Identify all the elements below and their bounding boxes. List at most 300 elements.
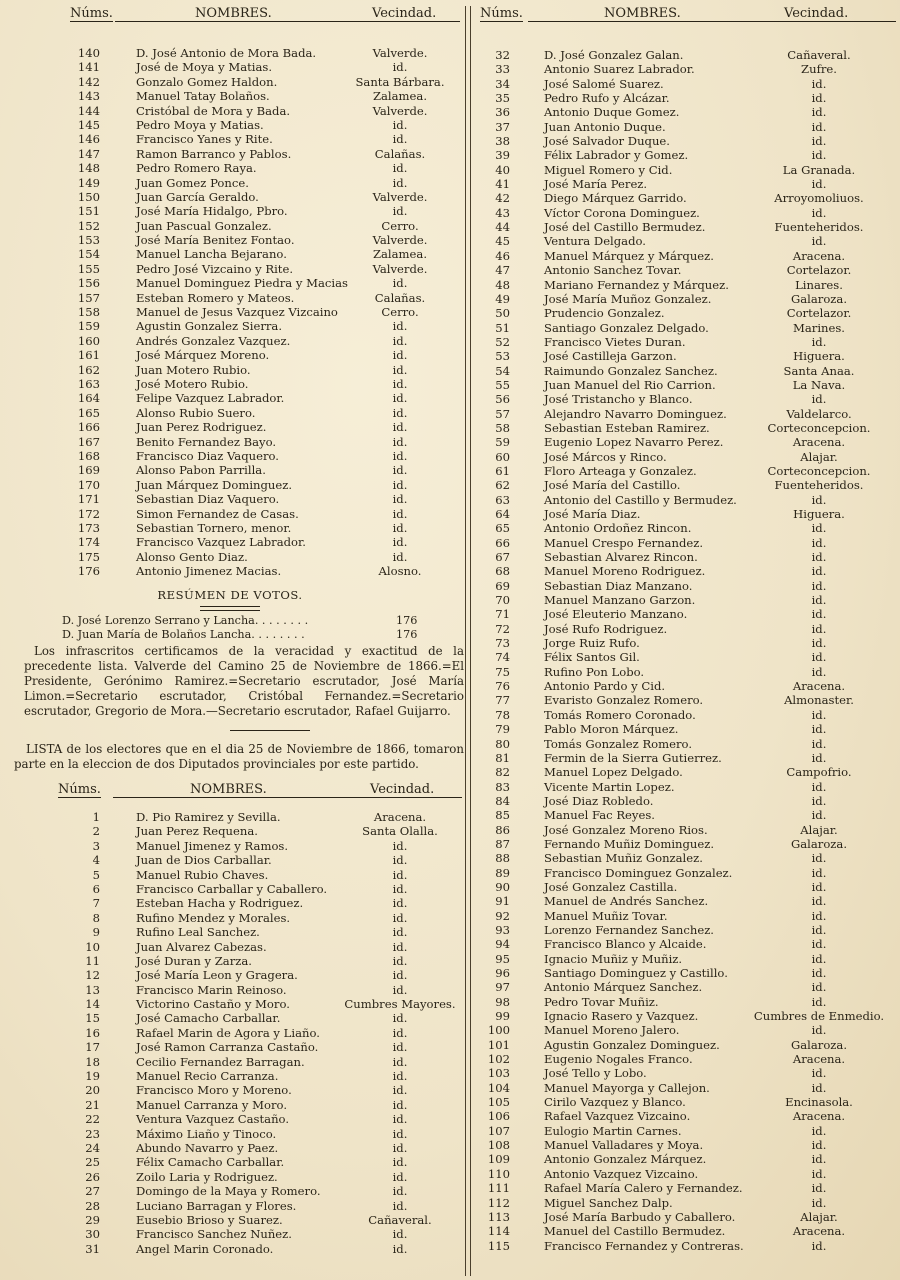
elector-name: Ramon Barranco y Pablos. bbox=[136, 146, 292, 161]
vecindad: id. bbox=[392, 910, 408, 925]
row-number: 112 bbox=[487, 1195, 510, 1210]
row-number: 94 bbox=[495, 937, 510, 952]
row-number: 3 bbox=[92, 838, 100, 853]
elector-name: Rufino Pon Lobo. bbox=[544, 664, 645, 679]
elector-name: Abundo Navarro y Paez. bbox=[136, 1140, 279, 1155]
elector-name: Francisco Dominguez Gonzalez. bbox=[544, 865, 733, 880]
elector-name: Antonio Sanchez Tovar. bbox=[544, 263, 682, 278]
row-number: 106 bbox=[487, 1109, 510, 1124]
elector-name: Pedro Romero Raya. bbox=[136, 161, 257, 176]
row-number: 171 bbox=[77, 492, 100, 507]
elector-name: Lorenzo Fernandez Sanchez. bbox=[544, 922, 714, 937]
elector-name: Manuel Lopez Delgado. bbox=[544, 765, 683, 780]
vecindad: id. bbox=[811, 879, 827, 894]
elector-name: Ignacio Muñiz y Muñiz. bbox=[544, 951, 683, 966]
row-number: 78 bbox=[495, 707, 510, 722]
elector-name: Cirilo Vazquez y Blanco. bbox=[544, 1095, 686, 1110]
row-number: 65 bbox=[495, 521, 510, 536]
vecindad: Aracena. bbox=[792, 1109, 846, 1124]
row-number: 70 bbox=[495, 593, 510, 608]
row-number: 56 bbox=[495, 392, 510, 407]
vecindad: Arroyomoliuos. bbox=[774, 191, 864, 206]
row-number: 170 bbox=[77, 477, 100, 492]
vecindad: id. bbox=[811, 851, 827, 866]
elector-name: Alonso Pabon Parrilla. bbox=[136, 463, 266, 478]
elector-name: Manuel Crespo Fernandez. bbox=[544, 535, 704, 550]
row-number: 147 bbox=[77, 146, 100, 161]
elector-name: Manuel Moreno Jalero. bbox=[544, 1023, 680, 1038]
elector-name: Mariano Fernandez y Márquez. bbox=[544, 277, 729, 292]
vecindad: id. bbox=[392, 1040, 408, 1055]
row-number: 101 bbox=[487, 1037, 510, 1052]
elector-name: Pedro Tovar Muñiz. bbox=[544, 994, 659, 1009]
row-number: 153 bbox=[77, 233, 100, 248]
elector-name: Zoilo Laria y Rodriguez. bbox=[136, 1169, 278, 1184]
row-number: 9 bbox=[92, 925, 100, 940]
row-number: 15 bbox=[85, 1011, 100, 1026]
vecindad: id. bbox=[811, 105, 827, 120]
header-vecindad: Vecindad. bbox=[784, 6, 849, 21]
row-number: 115 bbox=[487, 1238, 510, 1253]
vecindad: Aracena. bbox=[792, 1052, 846, 1067]
header-names: NOMBRES. bbox=[195, 6, 272, 21]
vecindad: Calañas. bbox=[374, 146, 426, 161]
row-number: 63 bbox=[495, 492, 510, 507]
row-number: 53 bbox=[495, 349, 510, 364]
vecindad: id. bbox=[811, 1080, 827, 1095]
vecindad: id. bbox=[811, 76, 827, 91]
row-number: 165 bbox=[77, 405, 100, 420]
row-number: 161 bbox=[77, 348, 100, 363]
elector-name: Evaristo Gonzalez Romero. bbox=[544, 693, 704, 708]
vecindad: id. bbox=[811, 1123, 827, 1138]
row-number: 144 bbox=[77, 103, 100, 118]
elector-name: José María Muñoz Gonzalez. bbox=[544, 291, 712, 306]
vecindad: id. bbox=[811, 148, 827, 163]
vecindad: Valverde. bbox=[372, 261, 428, 276]
elector-name: Manuel Moreno Rodriguez. bbox=[544, 564, 706, 579]
vecindad: id. bbox=[811, 994, 827, 1009]
elector-name: Domingo de la Maya y Romero. bbox=[136, 1184, 321, 1199]
elector-name: José María Perez. bbox=[544, 177, 648, 192]
vecindad: id. bbox=[811, 865, 827, 880]
row-number: 26 bbox=[85, 1169, 100, 1184]
row-number: 50 bbox=[495, 306, 510, 321]
vecindad: id. bbox=[392, 161, 408, 176]
row-number: 14 bbox=[85, 997, 100, 1012]
row-number: 4 bbox=[92, 853, 100, 868]
row-number: 46 bbox=[495, 248, 510, 263]
row-number: 92 bbox=[495, 908, 510, 923]
vecindad: id. bbox=[392, 1083, 408, 1098]
vecindad: id. bbox=[811, 119, 827, 134]
elector-name: D. Pio Ramirez y Sevilla. bbox=[136, 810, 281, 824]
lista-intro: LISTA de los electores que en el dia 25 de Noviembre de 1866, tomaron parte en la eleccion de dos Diputados provinciales por este partido. bbox=[14, 742, 464, 771]
vecindad: id. bbox=[811, 1152, 827, 1167]
vecindad: id. bbox=[392, 1140, 408, 1155]
elector-name: Manuel Rubio Chaves. bbox=[136, 867, 269, 882]
row-number: 149 bbox=[77, 175, 100, 190]
vecindad: Cortelazor. bbox=[786, 306, 852, 321]
header-rule bbox=[115, 21, 460, 22]
vecindad: id. bbox=[392, 1241, 408, 1256]
vecindad: id. bbox=[811, 1138, 827, 1153]
row-number: 102 bbox=[487, 1052, 510, 1067]
header-num: Núms. bbox=[58, 782, 101, 797]
row-number: 96 bbox=[495, 966, 510, 980]
vecindad: id. bbox=[392, 867, 408, 882]
header-rule bbox=[113, 797, 462, 798]
vecindad: id. bbox=[811, 535, 827, 550]
elector-name: Gonzalo Gomez Haldon. bbox=[136, 74, 278, 89]
vecindad: id. bbox=[392, 276, 408, 291]
vecindad: id. bbox=[392, 1011, 408, 1026]
row-number: 45 bbox=[495, 234, 510, 249]
elector-name: Félix Labrador y Gomez. bbox=[544, 148, 689, 163]
row-number: 59 bbox=[495, 435, 510, 450]
elector-name: Antonio Suarez Labrador. bbox=[544, 62, 695, 77]
row-number: 148 bbox=[77, 161, 100, 176]
row-number: 111 bbox=[487, 1181, 510, 1196]
row-number: 55 bbox=[495, 377, 510, 392]
row-number: 85 bbox=[495, 808, 510, 823]
elector-name: José Salvador Duque. bbox=[544, 134, 670, 149]
row-number: 103 bbox=[487, 1066, 510, 1081]
vecindad: Valverde. bbox=[372, 233, 428, 248]
vecindad: Santa Anaa. bbox=[783, 363, 855, 378]
elector-name: Cecilio Fernandez Barragan. bbox=[136, 1054, 305, 1069]
vecindad: id. bbox=[811, 607, 827, 622]
elector-name: José Márquez Moreno. bbox=[136, 348, 270, 363]
vecindad: id. bbox=[811, 1181, 827, 1196]
row-number: 154 bbox=[77, 247, 100, 262]
vecindad: id. bbox=[392, 968, 408, 983]
elector-name: Manuel de Jesus Vazquez Vizcaino bbox=[136, 305, 338, 320]
vecindad: id. bbox=[392, 117, 408, 132]
vecindad: id. bbox=[392, 463, 408, 478]
row-number: 97 bbox=[495, 980, 510, 995]
elector-name: Miguel Sanchez Dalp. bbox=[544, 1195, 673, 1210]
elector-name: Pablo Moron Márquez. bbox=[544, 722, 679, 737]
elector-name: Alonso Rubio Suero. bbox=[136, 405, 256, 420]
row-number: 37 bbox=[495, 119, 510, 134]
vecindad: Zalamea. bbox=[372, 89, 428, 104]
row-number: 66 bbox=[495, 535, 510, 550]
elector-name: José de Moya y Matias. bbox=[136, 60, 273, 75]
vecindad: id. bbox=[811, 922, 827, 937]
elector-name: Máximo Liaño y Tinoco. bbox=[136, 1126, 277, 1141]
vecindad: id. bbox=[392, 1198, 408, 1213]
vecindad: id. bbox=[392, 376, 408, 391]
vecindad: id. bbox=[392, 1054, 408, 1069]
elector-name: Félix Santos Gil. bbox=[544, 650, 640, 665]
elector-name: Manuel Lancha Bejarano. bbox=[136, 247, 287, 262]
row-number: 58 bbox=[495, 420, 510, 435]
row-number: 141 bbox=[77, 60, 100, 75]
vecindad: id. bbox=[811, 1023, 827, 1038]
row-number: 34 bbox=[495, 76, 510, 91]
right-column bbox=[476, 0, 896, 1253]
vecindad: id. bbox=[392, 60, 408, 75]
row-number: 156 bbox=[77, 276, 100, 291]
elector-name: Rafael Marin de Agora y Liaño. bbox=[136, 1025, 320, 1040]
elector-name: Agustin Gonzalez Sierra. bbox=[136, 319, 283, 334]
vecindad: id. bbox=[811, 779, 827, 794]
row-number: 39 bbox=[495, 148, 510, 163]
vecindad: id. bbox=[392, 1155, 408, 1170]
elector-name: Felipe Vazquez Labrador. bbox=[136, 391, 285, 406]
elector-name: Prudencio Gonzalez. bbox=[544, 306, 665, 321]
vecindad: Aracena. bbox=[792, 1224, 846, 1239]
vecindad: id. bbox=[392, 391, 408, 406]
row-number: 75 bbox=[495, 664, 510, 679]
elector-name: Manuel Dominguez Piedra y Macias bbox=[136, 276, 348, 291]
row-number: 175 bbox=[77, 549, 100, 564]
elector-name: Raimundo Gonzalez Sanchez. bbox=[544, 363, 718, 378]
elector-name: Eugenio Nogales Franco. bbox=[544, 1052, 693, 1067]
elector-name: Cristóbal de Mora y Bada. bbox=[136, 103, 291, 118]
row-number: 57 bbox=[495, 406, 510, 421]
elector-name: Luciano Barragan y Flores. bbox=[136, 1198, 297, 1213]
vecindad: id. bbox=[811, 205, 827, 220]
header-rule bbox=[528, 21, 896, 22]
elector-name: Manuel Carranza y Moro. bbox=[136, 1097, 288, 1112]
vecindad: id. bbox=[392, 896, 408, 911]
vecindad: id. bbox=[392, 535, 408, 550]
header-names: NOMBRES. bbox=[604, 6, 681, 21]
row-number: 13 bbox=[85, 982, 100, 997]
row-number: 35 bbox=[495, 91, 510, 106]
elector-name: Manuel Fac Reyes. bbox=[544, 808, 655, 823]
elector-name: Alonso Gento Diaz. bbox=[136, 549, 248, 564]
row-number: 90 bbox=[495, 879, 510, 894]
row-number: 19 bbox=[85, 1069, 100, 1084]
header-vecindad: Vecindad. bbox=[372, 6, 437, 21]
elector-name: Benito Fernandez Bayo. bbox=[136, 434, 277, 449]
vote-row bbox=[62, 628, 418, 642]
elector-name: Rufino Mendez y Morales. bbox=[136, 910, 291, 925]
vecindad: id. bbox=[392, 204, 408, 219]
elector-name: Manuel del Castillo Bermudez. bbox=[544, 1224, 726, 1239]
vecindad: id. bbox=[811, 966, 827, 980]
row-number: 74 bbox=[495, 650, 510, 665]
row-number: 80 bbox=[495, 736, 510, 751]
vecindad: id. bbox=[811, 492, 827, 507]
elector-name: Esteban Hacha y Rodriguez. bbox=[136, 896, 304, 911]
vecindad: id. bbox=[811, 621, 827, 636]
vecindad: id. bbox=[392, 1184, 408, 1199]
vecindad: Encinasola. bbox=[785, 1095, 853, 1110]
row-number: 107 bbox=[487, 1123, 510, 1138]
elector-name: José María Hidalgo, Pbro. bbox=[136, 204, 288, 219]
vote-row bbox=[62, 614, 418, 628]
elector-name: José Gonzalez Castilla. bbox=[544, 879, 678, 894]
elector-name: Sebastian Diaz Manzano. bbox=[544, 578, 693, 593]
elector-name: Alejandro Navarro Dominguez. bbox=[544, 406, 727, 421]
row-number: 52 bbox=[495, 334, 510, 349]
vecindad: Cumbres Mayores. bbox=[344, 997, 456, 1012]
elector-name: Pedro José Vizcaino y Rite. bbox=[136, 261, 294, 276]
vecindad: Almonaster. bbox=[784, 693, 854, 708]
row-number: 87 bbox=[495, 836, 510, 851]
row-number: 60 bbox=[495, 449, 510, 464]
row-number: 108 bbox=[487, 1138, 510, 1153]
elector-name: Rufino Leal Sanchez. bbox=[136, 925, 260, 940]
vecindad: Galaroza. bbox=[790, 291, 848, 306]
row-number: 110 bbox=[487, 1166, 510, 1181]
row-number: 27 bbox=[85, 1184, 100, 1199]
elector-name: Antonio Ordoñez Rincon. bbox=[544, 521, 692, 536]
vecindad: Valverde. bbox=[372, 103, 428, 118]
row-number: 40 bbox=[495, 162, 510, 177]
row-number: 51 bbox=[495, 320, 510, 335]
row-number: 140 bbox=[77, 46, 100, 60]
row-number: 145 bbox=[77, 117, 100, 132]
elector-name: Victorino Castaño y Moro. bbox=[136, 997, 290, 1012]
elector-name: Antonio Pardo y Cid. bbox=[544, 679, 666, 694]
elector-name: Andrés Gonzalez Vazquez. bbox=[136, 333, 291, 348]
elector-name: Eulogio Martin Carnes. bbox=[544, 1123, 682, 1138]
elector-name: Manuel Jimenez y Ramos. bbox=[136, 838, 289, 853]
row-number: 88 bbox=[495, 851, 510, 866]
row-number: 95 bbox=[495, 951, 510, 966]
row-number: 38 bbox=[495, 134, 510, 149]
elector-name: Francisco Moro y Moreno. bbox=[136, 1083, 292, 1098]
vecindad: id. bbox=[811, 636, 827, 651]
vecindad: id. bbox=[811, 736, 827, 751]
vecindad: id. bbox=[392, 982, 408, 997]
row-number: 12 bbox=[85, 968, 100, 983]
elector-name: Sebastian Tornero, menor. bbox=[136, 520, 292, 535]
elector-name: Eugenio Lopez Navarro Perez. bbox=[544, 435, 724, 450]
elector-name: Manuel Recio Carranza. bbox=[136, 1069, 279, 1084]
row-number: 67 bbox=[495, 550, 510, 565]
elector-name: Juan de Dios Carballar. bbox=[136, 853, 272, 868]
row-number: 98 bbox=[495, 994, 510, 1009]
elector-name: D. José Antonio de Mora Bada. bbox=[136, 46, 317, 60]
row-number: 172 bbox=[77, 506, 100, 521]
elector-name: Sebastian Alvarez Rincon. bbox=[544, 550, 698, 565]
elector-name: Juan Alvarez Cabezas. bbox=[136, 939, 267, 954]
vecindad: Santa Olalla. bbox=[362, 824, 438, 839]
row-number: 79 bbox=[495, 722, 510, 737]
elector-name: Antonio Vazquez Vizcaino. bbox=[544, 1166, 699, 1181]
vecindad: id. bbox=[811, 234, 827, 249]
vecindad: Aracena. bbox=[792, 435, 846, 450]
row-number: 155 bbox=[77, 261, 100, 276]
row-number: 1 bbox=[92, 810, 100, 824]
row-number: 93 bbox=[495, 922, 510, 937]
votes-list bbox=[62, 614, 418, 642]
row-number: 68 bbox=[495, 564, 510, 579]
elector-name: Diego Márquez Garrido. bbox=[544, 191, 687, 206]
row-number: 168 bbox=[77, 448, 100, 463]
row-number: 173 bbox=[77, 520, 100, 535]
row-number: 164 bbox=[77, 391, 100, 406]
vecindad: id. bbox=[392, 1126, 408, 1141]
vecindad: id. bbox=[392, 881, 408, 896]
row-number: 44 bbox=[495, 220, 510, 235]
elector-name: Manuel Mayorga y Callejon. bbox=[544, 1080, 710, 1095]
elector-name: Juan Manuel del Rio Carrion. bbox=[544, 377, 716, 392]
row-number: 109 bbox=[487, 1152, 510, 1167]
vecindad: id. bbox=[811, 707, 827, 722]
vecindad: id. bbox=[392, 448, 408, 463]
row-number: 62 bbox=[495, 478, 510, 493]
vecindad: id. bbox=[392, 434, 408, 449]
vecindad: Aracena. bbox=[792, 248, 846, 263]
vecindad: id. bbox=[811, 550, 827, 565]
elector-name: Manuel Valladares y Moya. bbox=[544, 1138, 704, 1153]
row-number: 166 bbox=[77, 420, 100, 435]
elector-name: Víctor Corona Dominguez. bbox=[544, 205, 700, 220]
vecindad: Cañaveral. bbox=[368, 1212, 432, 1227]
vecindad: id. bbox=[392, 492, 408, 507]
elector-name: José del Castillo Bermudez. bbox=[544, 220, 706, 235]
vecindad: id. bbox=[392, 953, 408, 968]
elector-name: José Tello y Lobo. bbox=[544, 1066, 647, 1081]
row-number: 89 bbox=[495, 865, 510, 880]
row-number: 16 bbox=[85, 1025, 100, 1040]
row-number: 6 bbox=[92, 881, 100, 896]
row-number: 146 bbox=[77, 132, 100, 147]
left-header-2 bbox=[58, 776, 462, 798]
elector-name: José Duran y Zarza. bbox=[136, 953, 252, 968]
vecindad: La Nava. bbox=[792, 377, 846, 392]
vecindad: id. bbox=[392, 1169, 408, 1184]
elector-name: Vicente Martin Lopez. bbox=[544, 779, 675, 794]
elector-name: José Motero Rubio. bbox=[136, 376, 249, 391]
elector-name: Francisco Fernandez y Contreras. bbox=[544, 1238, 744, 1253]
vecindad: id. bbox=[392, 348, 408, 363]
row-number: 174 bbox=[77, 535, 100, 550]
elector-name: Miguel Romero y Cid. bbox=[544, 162, 673, 177]
vecindad: Fuenteheridos. bbox=[774, 478, 864, 493]
elector-name: Manuel de Andrés Sanchez. bbox=[544, 894, 709, 909]
elector-name: José Diaz Robledo. bbox=[544, 793, 654, 808]
row-number: 5 bbox=[92, 867, 100, 882]
row-number: 84 bbox=[495, 793, 510, 808]
vecindad: id. bbox=[811, 334, 827, 349]
vecindad: Santa Bárbara. bbox=[355, 74, 445, 89]
vecindad: Cumbres de Enmedio. bbox=[753, 1009, 885, 1024]
vecindad: id. bbox=[811, 392, 827, 407]
vecindad: id. bbox=[811, 908, 827, 923]
header-names: NOMBRES. bbox=[190, 782, 267, 797]
elector-name: Francisco Blanco y Alcaide. bbox=[544, 937, 707, 952]
elector-name: Juan Antonio Duque. bbox=[544, 119, 666, 134]
row-number: 86 bbox=[495, 822, 510, 837]
elector-name: Antonio Duque Gomez. bbox=[544, 105, 680, 120]
elector-name: Francisco Vazquez Labrador. bbox=[136, 535, 306, 550]
vecindad: id. bbox=[392, 1069, 408, 1084]
row-number: 48 bbox=[495, 277, 510, 292]
elector-name: José Ramon Carranza Castaño. bbox=[136, 1040, 319, 1055]
resumen-rule bbox=[200, 606, 260, 611]
row-number: 81 bbox=[495, 750, 510, 765]
section-rule bbox=[230, 730, 310, 731]
elector-name: Sebastian Muñiz Gonzalez. bbox=[544, 851, 703, 866]
row-number: 71 bbox=[495, 607, 510, 622]
candidate-name: D. Juan María de Bolaños Lancha. . . . . . . . bbox=[62, 628, 305, 641]
row-number: 2 bbox=[92, 824, 100, 839]
elector-name: José Salomé Suarez. bbox=[544, 76, 664, 91]
elector-name: Félix Camacho Carballar. bbox=[136, 1155, 285, 1170]
vecindad: Corteconcepcion. bbox=[767, 463, 871, 478]
row-number: 7 bbox=[92, 896, 100, 911]
vecindad: Corteconcepcion. bbox=[767, 420, 871, 435]
vecindad: Cerro. bbox=[381, 218, 419, 233]
